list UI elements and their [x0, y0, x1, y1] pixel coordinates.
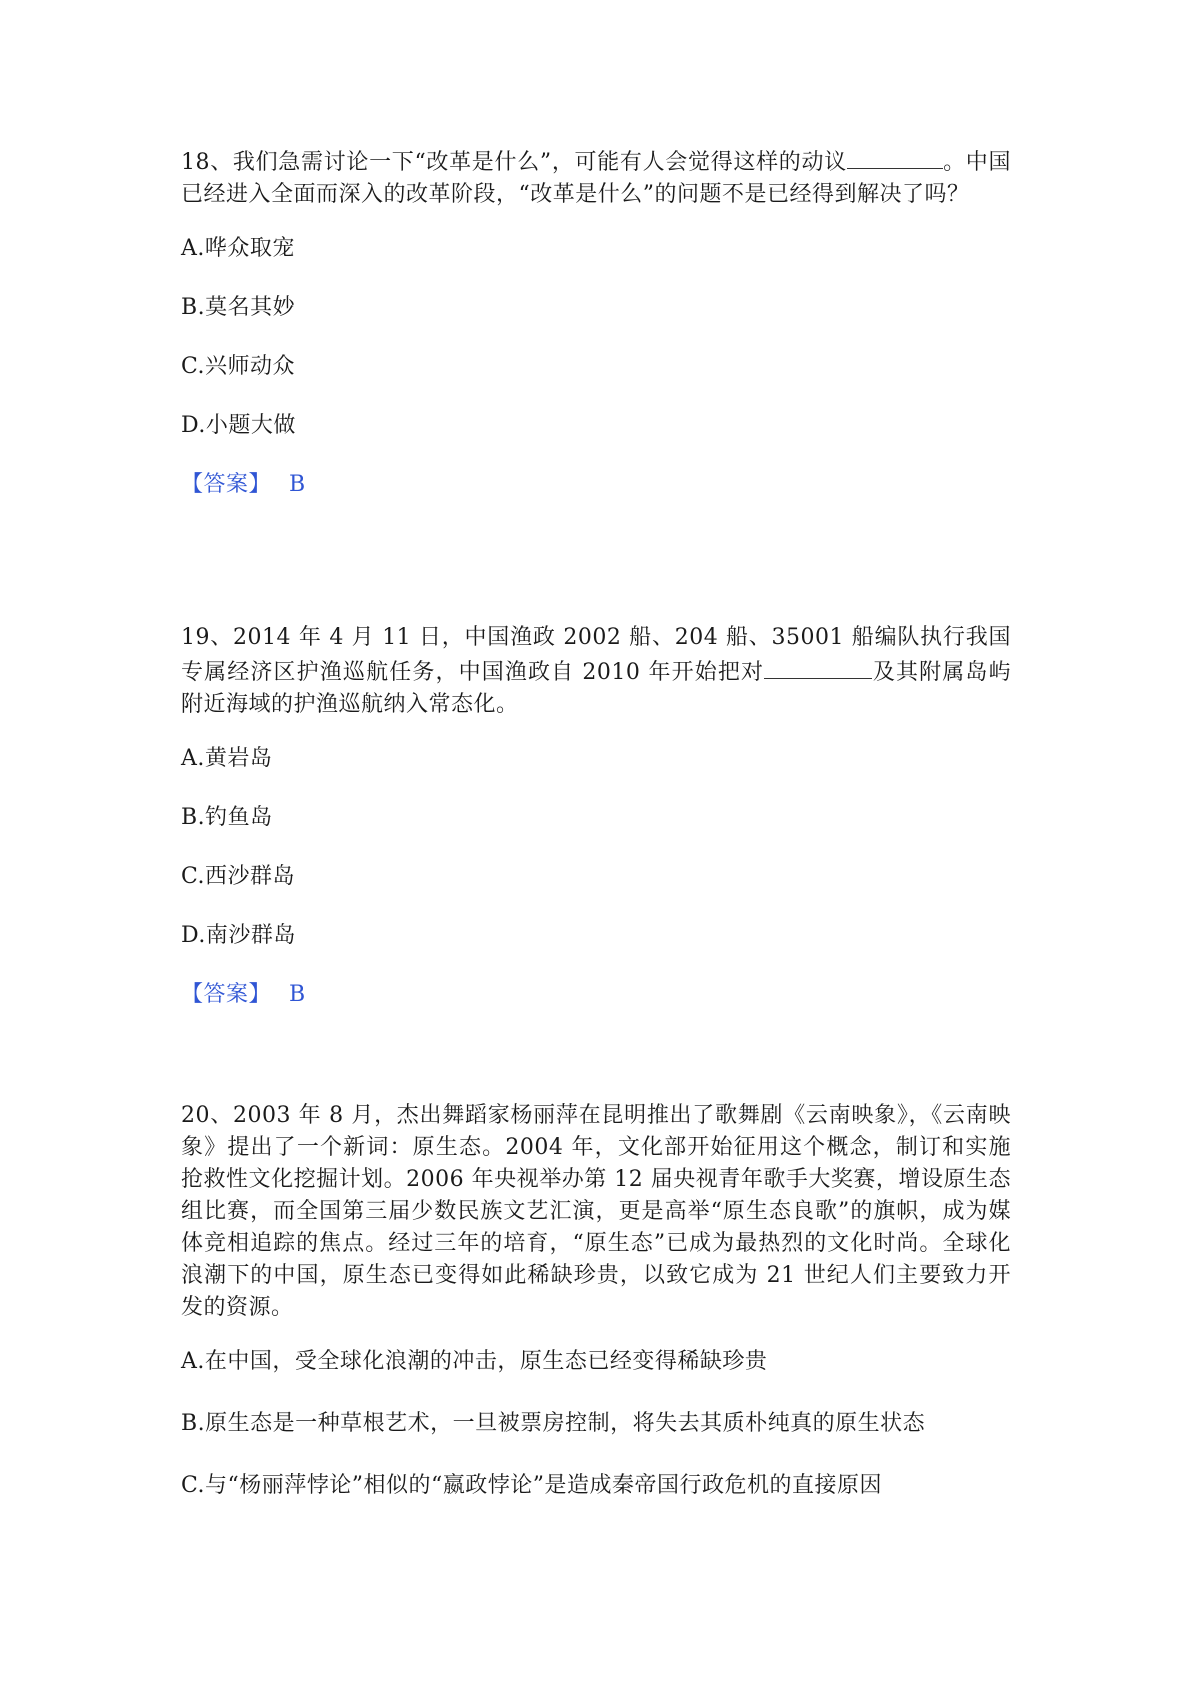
stem-text-before: 18、我们急需讨论一下“改革是什么”，可能有人会觉得这样的动议: [181, 150, 847, 175]
option-d: D.小题大做: [181, 413, 296, 438]
answer-label: 【答案】: [181, 982, 272, 1007]
option-c: C.兴师动众: [181, 354, 296, 379]
option-b: B.钓鱼岛: [181, 805, 273, 830]
option-c: C.与“杨丽萍悖论”相似的“嬴政悖论”是造成秦帝国行政危机的直接原因: [181, 1473, 883, 1498]
question-19: [181, 622, 1011, 1011]
stem-text-before: 19、2014 年 4 月 11 日，中国渔政 2002 船、204 船、35001 船编队执行我国专属经济区护渔巡航任务，中国渔政自 2010 年开始把对: [181, 625, 1011, 685]
fill-blank: [764, 654, 872, 679]
question-stem: [181, 144, 1011, 211]
fill-blank: [847, 144, 943, 169]
answer-value: B: [289, 472, 306, 497]
stem-text-after: 。中国已经进入全面而深入的改革阶段，“改革是什么”的问题不是已经得到解决了吗？: [181, 150, 1011, 207]
answer-line: [181, 979, 1011, 1011]
answer-line: [181, 469, 1011, 501]
question-20: [181, 1100, 1011, 1532]
stem-text-after: 及其附属岛屿附近海域的护渔巡航纳入常态化。: [181, 660, 1011, 717]
question-18: [181, 144, 1011, 501]
answer-value: B: [289, 982, 306, 1007]
option-a: A.哗众取宠: [181, 236, 295, 261]
option-c: C.西沙群岛: [181, 864, 296, 889]
option-b: B.莫名其妙: [181, 295, 296, 320]
option-a: A.黄岩岛: [181, 746, 273, 771]
option-a: A.在中国，受全球化浪潮的冲击，原生态已经变得稀缺珍贵: [181, 1349, 768, 1374]
answer-label: 【答案】: [181, 472, 272, 497]
question-stem: [181, 622, 1011, 721]
question-stem: 20、2003 年 8 月，杰出舞蹈家杨丽萍在昆明推出了歌舞剧《云南映象》，《云南映象》提出了一个新词：原生态。2004 年，文化部开始征用这个概念，制订和实施抢救性文化挖掘计划。2006 年央视举办第 12 届央视青年歌手大奖赛，增设原生态组比赛，而全国第三届少数民族文艺汇演，更是高举“原生态良歌”的旗帜，成为媒体竞相追踪的焦点。经过三年的培育，“原生态”已成为最热烈的文化时尚。全球化浪潮下的中国，原生态已变得如此稀缺珍贵，以致它成为 21 世纪人们主要致力开发的资源。: [181, 1103, 1011, 1320]
option-d: D.南沙群岛: [181, 923, 296, 948]
option-b: B.原生态是一种草根艺术，一旦被票房控制，将失去其质朴纯真的原生状态: [181, 1411, 926, 1436]
